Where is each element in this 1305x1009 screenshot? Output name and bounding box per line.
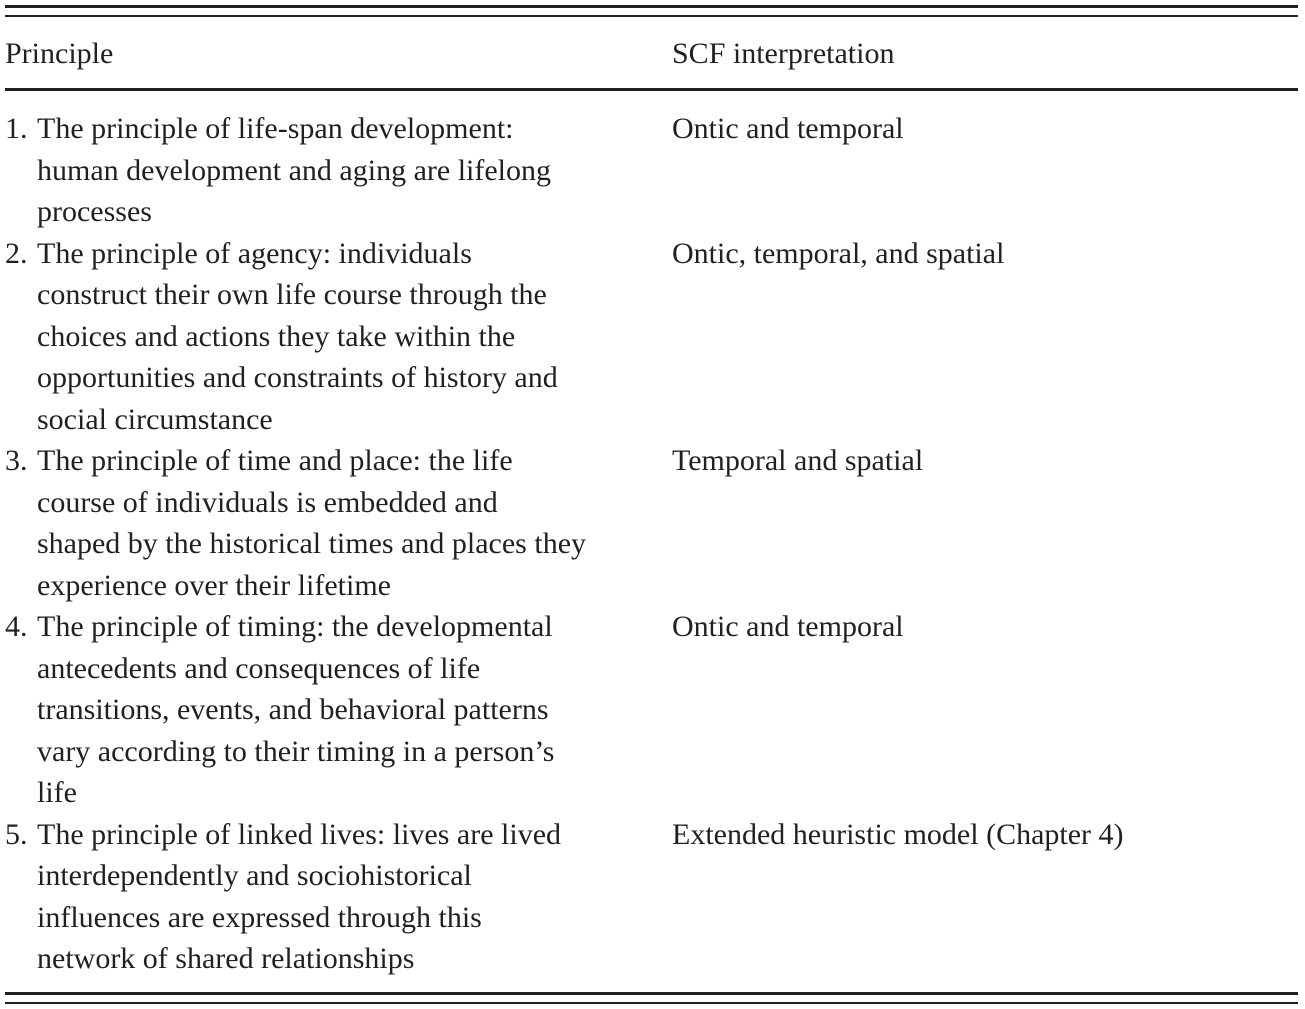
principle-cell — [0, 108, 667, 233]
bottom-rule-inner — [5, 1002, 1298, 1004]
row-number: 5. — [5, 817, 28, 851]
table-row — [0, 606, 1305, 814]
interpretation-cell: Temporal and spatial — [672, 444, 924, 477]
bottom-rule — [5, 992, 1298, 995]
principle-line: processes — [37, 195, 152, 228]
principle-line: opportunities and constraints of history and — [37, 361, 558, 394]
table-row — [0, 233, 1305, 441]
principle-line: social circumstance — [37, 402, 273, 436]
row-number: 3. — [5, 444, 28, 477]
top-rule-inner — [5, 15, 1298, 17]
header-scf-interpretation: SCF interpretation — [672, 37, 895, 70]
principle-line: human development and aging are lifelong — [37, 153, 551, 187]
principle-line: life — [37, 776, 77, 809]
principle-line: The principle of agency: individuals — [37, 236, 472, 270]
principle-line: choices and actions they take within the — [37, 319, 516, 353]
interpretation-cell: Ontic and temporal — [672, 112, 904, 145]
row-number: 2. — [5, 236, 28, 270]
principle-line: The principle of timing: the developmental — [37, 610, 553, 643]
principle-line: The principle of life-span development: — [37, 112, 514, 145]
principle-line: antecedents and consequences of life — [37, 651, 481, 685]
interpretation-cell: Extended heuristic model (Chapter 4) — [672, 817, 1124, 851]
row-number: 4. — [5, 610, 28, 643]
principle-line: vary according to their timing in a person’s — [37, 734, 555, 768]
principle-line: course of individuals is embedded and — [37, 485, 498, 519]
principle-cell — [0, 606, 667, 814]
principle-line: network of shared relationships — [37, 942, 415, 975]
principle-cell — [0, 440, 667, 606]
header-rule — [5, 88, 1298, 91]
principle-line: interdependently and sociohistorical — [37, 859, 472, 892]
top-rule — [5, 5, 1298, 8]
table-body — [0, 108, 1305, 980]
principle-line: shaped by the historical times and places they — [37, 527, 587, 560]
principle-line: influences are expressed through this — [37, 900, 482, 934]
principle-line: transitions, events, and behavioral patterns — [37, 693, 549, 726]
row-number: 1. — [5, 112, 28, 145]
principle-cell — [0, 814, 667, 980]
principle-line: experience over their lifetime — [37, 568, 391, 602]
interpretation-cell: Ontic and temporal — [672, 610, 904, 643]
header-principle: Principle — [5, 37, 114, 70]
table-row — [0, 440, 1305, 606]
principle-line: The principle of time and place: the life — [37, 444, 513, 477]
table-row — [0, 108, 1305, 233]
principle-line: The principle of linked lives: lives are lived — [37, 817, 562, 851]
table-row — [0, 814, 1305, 980]
interpretation-cell: Ontic, temporal, and spatial — [672, 236, 1005, 270]
principle-line: construct their own life course through the — [37, 278, 547, 311]
principle-cell — [0, 233, 667, 441]
